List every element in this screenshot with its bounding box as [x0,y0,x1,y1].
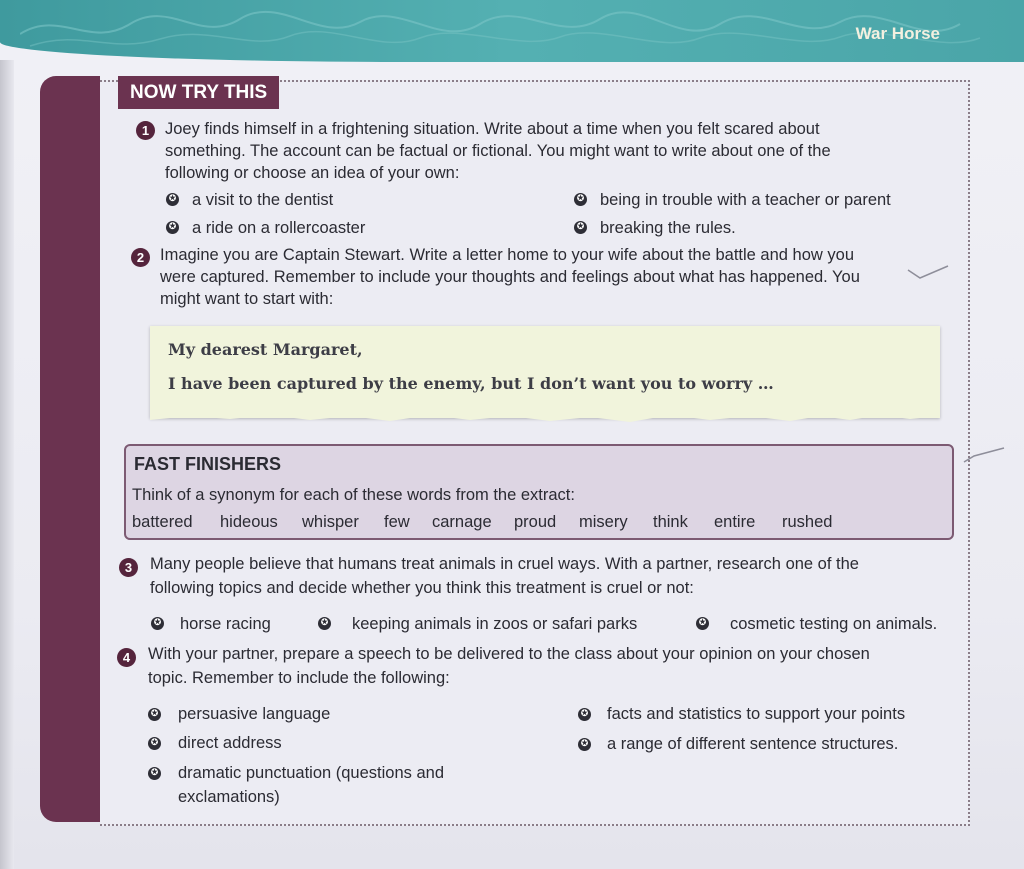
word-item: hideous [220,513,278,531]
question-1-line: something. The account can be factual or fictional. You might want to write about one of the [165,142,831,160]
pencil-tick-icon [906,262,950,284]
question-4-option: dramatic punctuation (questions and [178,764,444,782]
question-1-option: a visit to the dentist [192,191,334,209]
question-3-option: keeping animals in zoos or safari parks [352,615,638,633]
star-bullet-icon: ✪ [148,737,161,750]
question-1-number: 1 [136,121,155,140]
word-item: few [384,513,410,531]
word-item: whisper [302,513,359,531]
letter-card [150,326,940,418]
question-3-option: horse racing [180,615,271,633]
header-band [0,0,1024,62]
star-bullet-icon: ✪ [148,767,161,780]
star-bullet-icon: ✪ [574,193,587,206]
question-4-line: With your partner, prepare a speech to be delivered to the class about your opinion on your chosen [148,645,870,663]
question-4-option: persuasive language [178,705,331,723]
word-item: proud [514,513,557,531]
decorative-script-pattern [20,4,1000,54]
star-bullet-icon: ✪ [148,708,161,721]
question-4-option-continued: exclamations) [178,788,280,806]
question-3-line: following topics and decide whether you think this treatment is cruel or not: [150,579,694,597]
fast-finishers-box [124,444,954,540]
question-4-number: 4 [117,648,136,667]
word-item: think [653,513,688,531]
torn-paper-edge [150,410,940,426]
question-3-option: cosmetic testing on animals. [730,615,938,633]
word-item: carnage [432,513,492,531]
question-1-line: Joey finds himself in a frightening situation. Write about a time when you felt scared about [165,120,820,138]
word-item: entire [714,513,756,531]
question-2-line: might want to start with: [160,290,334,308]
now-try-this-heading: NOW TRY THIS [118,76,279,109]
question-2-number: 2 [131,248,150,267]
fast-finishers-title: FAST FINISHERS [134,454,282,474]
question-4-option: facts and statistics to support your points [607,705,906,723]
star-bullet-icon: ✪ [318,617,331,630]
pencil-tick-icon [962,446,1006,466]
star-bullet-icon: ✪ [578,708,591,721]
word-item: battered [132,513,193,531]
page-gutter [0,60,14,869]
question-2-line: Imagine you are Captain Stewart. Write a letter home to your wife about the battle and how you [160,246,854,264]
question-1-option: being in trouble with a teacher or parent [600,191,891,209]
star-bullet-icon: ✪ [574,221,587,234]
star-bullet-icon: ✪ [578,738,591,751]
question-3-line: Many people believe that humans treat animals in cruel ways. With a partner, research one of the [150,555,859,573]
question-2-line: were captured. Remember to include your thoughts and feelings about what has happened. You [160,268,860,286]
star-bullet-icon: ✪ [151,617,164,630]
question-3-number: 3 [119,558,138,577]
question-4-line: topic. Remember to include the following: [148,669,450,687]
fast-finishers-instruction: Think of a synonym for each of these words from the extract: [132,486,575,504]
word-item: misery [579,513,628,531]
letter-body: I have been captured by the enemy, but I don’t want you to worry … [168,374,774,393]
letter-greeting: My dearest Margaret, [168,340,363,359]
question-4-option: a range of different sentence structures. [607,735,899,753]
star-bullet-icon: ✪ [696,617,709,630]
word-item: rushed [782,513,833,531]
star-bullet-icon: ✪ [166,193,179,206]
book-title: War Horse [855,24,940,43]
question-1-option: a ride on a rollercoaster [192,219,366,237]
question-1-line: following or choose an idea of your own: [165,164,460,182]
section-spine [40,76,100,822]
question-4-option: direct address [178,734,282,752]
question-1-option: breaking the rules. [600,219,736,237]
star-bullet-icon: ✪ [166,221,179,234]
